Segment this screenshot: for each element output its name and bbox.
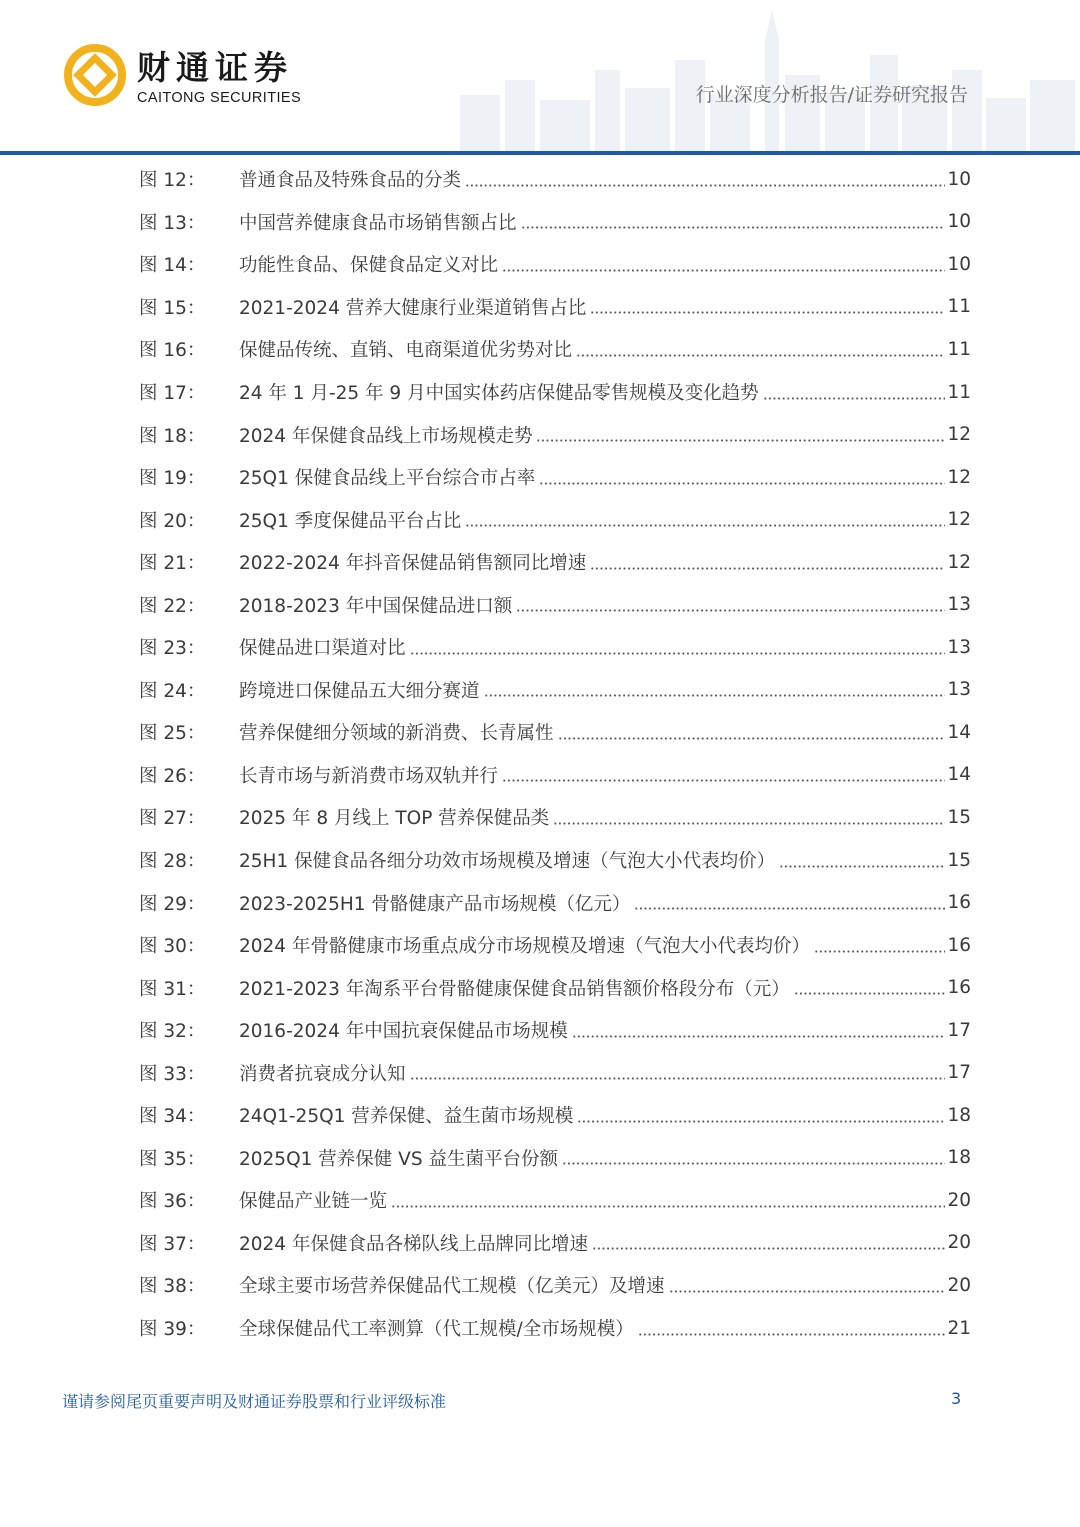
toc-dot-leader <box>576 354 945 357</box>
toc-entry[interactable] <box>139 243 971 286</box>
toc-entry[interactable] <box>139 711 971 754</box>
toc-entry-title: 保健品产业链一览 <box>239 1191 388 1213</box>
toc-entry-title: 营养保健细分领域的新消费、长青属性 <box>239 723 554 745</box>
toc-entry-title: 跨境进口保健品五大细分赛道 <box>239 680 480 702</box>
toc-entry[interactable] <box>139 1137 971 1180</box>
toc-entry-page: 21 <box>947 1317 971 1339</box>
toc-entry-page: 15 <box>947 806 971 828</box>
header-divider <box>0 151 1080 155</box>
toc-entry-page: 13 <box>947 679 971 701</box>
toc-entry[interactable] <box>139 1094 971 1137</box>
toc-entry-title: 全球保健品代工率测算（代工规模/全市场规模） <box>239 1319 634 1341</box>
toc-entry-page: 11 <box>947 338 971 360</box>
toc-entry-label: 图 26： <box>139 765 206 787</box>
toc-entry-title: 25Q1 保健食品线上平台综合市占率 <box>239 468 536 490</box>
toc-entry-title: 25Q1 季度保健品平台占比 <box>239 510 462 532</box>
toc-entry[interactable] <box>139 456 971 499</box>
toc-entry-page: 17 <box>947 1019 971 1041</box>
toc-dot-leader <box>590 311 945 314</box>
toc-entry-label: 图 35： <box>139 1148 206 1170</box>
toc-entry-title: 长青市场与新消费市场双轨并行 <box>239 765 499 787</box>
toc-entry[interactable] <box>139 1264 971 1307</box>
toc-entry-label: 图 27： <box>139 808 206 830</box>
toc-dot-leader <box>410 652 946 655</box>
toc-entry-label: 图 29： <box>139 893 206 915</box>
toc-entry-page: 20 <box>947 1189 971 1211</box>
toc-dot-leader <box>502 779 945 782</box>
toc-entry-page: 11 <box>947 296 971 318</box>
toc-entry[interactable] <box>139 669 971 712</box>
toc-entry-page: 13 <box>947 636 971 658</box>
toc-dot-leader <box>465 184 945 187</box>
toc-entry-page: 10 <box>947 253 971 275</box>
toc-entry[interactable] <box>139 413 971 456</box>
toc-entry-title: 保健品进口渠道对比 <box>239 638 406 660</box>
toc-entry-page: 14 <box>947 764 971 786</box>
toc-entry-label: 图 37： <box>139 1233 206 1255</box>
toc-entry[interactable] <box>139 541 971 584</box>
toc-entry-title: 2021-2023 年淘系平台骨骼健康保健食品销售额价格段分布（元） <box>239 978 790 1000</box>
toc-entry-label: 图 12： <box>139 170 206 192</box>
toc-entry-label: 图 38： <box>139 1276 206 1298</box>
toc-entry-page: 16 <box>947 892 971 914</box>
toc-dot-leader <box>572 1035 946 1038</box>
toc-entry-page: 15 <box>947 849 971 871</box>
toc-dot-leader <box>502 269 945 272</box>
toc-entry[interactable] <box>139 1222 971 1265</box>
toc-entry[interactable] <box>139 1179 971 1222</box>
toc-entry-page: 16 <box>947 977 971 999</box>
toc-entry[interactable] <box>139 754 971 797</box>
toc-entry-title: 功能性食品、保健食品定义对比 <box>239 255 499 277</box>
toc-entry-page: 18 <box>947 1104 971 1126</box>
toc-entry-title: 2024 年骨骼健康市场重点成分市场规模及增速（气泡大小代表均价） <box>239 936 810 958</box>
toc-entry-label: 图 30： <box>139 936 206 958</box>
toc-entry[interactable] <box>139 286 971 329</box>
toc-entry-label: 图 19： <box>139 468 206 490</box>
toc-entry[interactable] <box>139 881 971 924</box>
toc-entry[interactable] <box>139 158 971 201</box>
toc-entry-title: 消费者抗衰成分认知 <box>239 1063 406 1085</box>
toc-entry-label: 图 28： <box>139 851 206 873</box>
toc-entry[interactable] <box>139 328 971 371</box>
toc-entry-page: 12 <box>947 424 971 446</box>
toc-entry-label: 图 31： <box>139 978 206 1000</box>
toc-entry-title: 2024 年保健食品线上市场规模走势 <box>239 425 533 447</box>
toc-entry-page: 16 <box>947 934 971 956</box>
toc-entry-title: 2024 年保健食品各梯队线上品牌同比增速 <box>239 1233 588 1255</box>
toc-entry-title: 普通食品及特殊食品的分类 <box>239 170 462 192</box>
toc-entry-label: 图 39： <box>139 1319 206 1341</box>
toc-dot-leader <box>465 524 945 527</box>
toc-dot-leader <box>779 865 945 868</box>
toc-entry[interactable] <box>139 1051 971 1094</box>
toc-dot-leader <box>484 694 946 697</box>
toc-entry-label: 图 17： <box>139 383 206 404</box>
toc-entry-page: 20 <box>947 1232 971 1254</box>
report-type-label: 行业深度分析报告/证券研究报告 <box>695 84 968 106</box>
toc-entry[interactable] <box>139 371 971 414</box>
caitong-logo-icon <box>62 40 128 110</box>
toc-entry-title: 2016-2024 年中国抗衰保健品市场规模 <box>239 1021 568 1043</box>
toc-entry-label: 图 13： <box>139 212 206 234</box>
toc-entry-title: 2021-2024 营养大健康行业渠道销售占比 <box>239 297 587 319</box>
toc-entry-label: 图 34： <box>139 1106 206 1128</box>
toc-entry-label: 图 14： <box>139 255 206 277</box>
toc-dot-leader <box>592 1247 945 1250</box>
toc-entry-label: 图 21： <box>139 553 206 575</box>
toc-entry-page: 10 <box>947 211 971 233</box>
toc-entry-title: 2018-2023 年中国保健品进口额 <box>239 595 513 617</box>
toc-entry-label: 图 20： <box>139 510 206 532</box>
toc-entry-label: 图 16： <box>139 340 206 362</box>
toc-entry[interactable] <box>139 583 971 626</box>
toc-entry-page: 12 <box>947 551 971 573</box>
toc-entry-label: 图 18： <box>139 425 206 447</box>
toc-entry-page: 10 <box>947 168 971 190</box>
toc-entry[interactable] <box>139 839 971 882</box>
toc-entry-title: 24 年 1 月-25 年 9 月中国实体药店保健品零售规模及变化趋势 <box>239 383 759 404</box>
toc-entry-title: 保健品传统、直销、电商渠道优劣势对比 <box>239 340 573 362</box>
toc-entry-title: 2023-2025H1 骨骼健康产品市场规模（亿元） <box>239 893 631 915</box>
toc-dot-leader <box>814 950 945 953</box>
toc-entry-page: 17 <box>947 1062 971 1084</box>
toc-entry[interactable] <box>139 924 971 967</box>
toc-dot-leader <box>553 822 945 825</box>
toc-dot-leader <box>539 482 945 485</box>
page-number: 3 <box>951 1389 962 1408</box>
toc-entry-label: 图 36： <box>139 1191 206 1213</box>
toc-entry-label: 图 32： <box>139 1021 206 1043</box>
toc-entry[interactable] <box>139 796 971 839</box>
toc-entry[interactable] <box>139 201 971 244</box>
toc-entry[interactable] <box>139 1307 971 1350</box>
toc-entry[interactable] <box>139 1009 971 1052</box>
toc-entry-page: 20 <box>947 1274 971 1296</box>
toc-dot-leader <box>638 1333 946 1336</box>
toc-dot-leader <box>562 1162 945 1165</box>
toc-entry[interactable] <box>139 498 971 541</box>
toc-dot-leader <box>516 609 945 612</box>
toc-dot-leader <box>794 992 946 995</box>
toc-entry-title: 中国营养健康食品市场销售额占比 <box>239 212 517 234</box>
toc-dot-leader <box>521 226 946 229</box>
toc-dot-leader <box>391 1205 945 1208</box>
toc-dot-leader <box>536 439 945 442</box>
page-header <box>0 0 1080 160</box>
toc-entry-title: 2022-2024 年抖音保健品销售额同比增速 <box>239 553 587 575</box>
footer-disclaimer: 谨请参阅尾页重要声明及财通证券股票和行业评级标准 <box>62 1392 447 1411</box>
toc-entry-label: 图 25： <box>139 723 206 745</box>
toc-entry-label: 图 22： <box>139 595 206 617</box>
toc-dot-leader <box>634 907 945 910</box>
toc-dot-leader <box>590 567 945 570</box>
toc-entry-label: 图 24： <box>139 680 206 702</box>
toc-entry-label: 图 33： <box>139 1063 206 1085</box>
city-skyline-watermark <box>420 0 1080 152</box>
toc-dot-leader <box>558 737 946 740</box>
toc-entry-page: 12 <box>947 466 971 488</box>
figure-list <box>139 158 971 1349</box>
toc-entry-page: 18 <box>947 1147 971 1169</box>
toc-entry-page: 11 <box>947 381 971 403</box>
toc-entry-label: 图 23： <box>139 638 206 660</box>
toc-dot-leader <box>577 1120 945 1123</box>
toc-entry-page: 12 <box>947 509 971 531</box>
toc-entry[interactable] <box>139 626 971 669</box>
toc-entry-title: 2025 年 8 月线上 TOP 营养保健品类 <box>239 808 550 830</box>
company-name-en: CAITONG SECURITIES <box>137 90 302 106</box>
toc-entry-page: 13 <box>947 594 971 616</box>
toc-entry[interactable] <box>139 966 971 1009</box>
toc-dot-leader <box>669 1290 946 1293</box>
toc-entry-title: 24Q1-25Q1 营养保健、益生菌市场规模 <box>239 1106 574 1128</box>
toc-entry-label: 图 15： <box>139 297 206 319</box>
company-name-cn: 财通证券 <box>137 48 293 87</box>
toc-dot-leader <box>763 397 946 400</box>
toc-dot-leader <box>410 1077 946 1080</box>
toc-entry-page: 14 <box>947 721 971 743</box>
toc-entry-title: 全球主要市场营养保健品代工规模（亿美元）及增速 <box>239 1276 665 1298</box>
toc-entry-title: 2025Q1 营养保健 VS 益生菌平台份额 <box>239 1148 558 1170</box>
toc-entry-title: 25H1 保健食品各细分功效市场规模及增速（气泡大小代表均价） <box>239 851 776 873</box>
